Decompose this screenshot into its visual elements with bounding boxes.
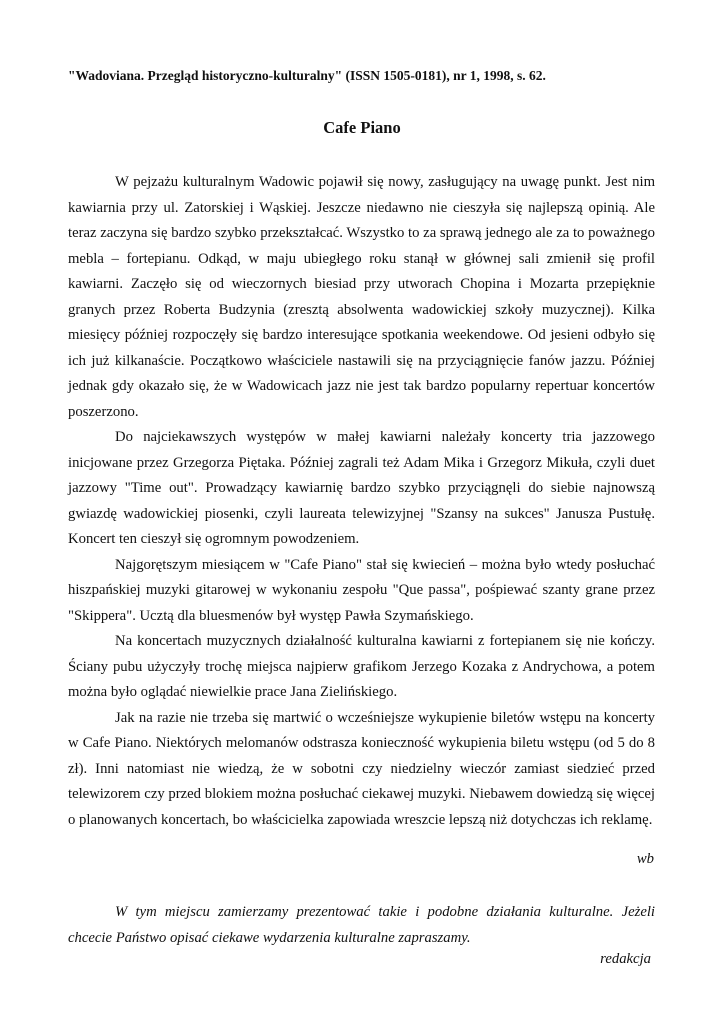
article-paragraph: Najgorętszym miesiącem w "Cafe Piano" stał się kwiecień – można było wtedy posłuchać hiszpańskiej muzyki gitarowej w wykonaniu zespołu "Que passa", pośpiewać szanty grane przez "Skippera". Ucztą dla bluesmenów był występ Pawła Szymańskiego. xyxy=(68,556,655,624)
article-paragraph: Na koncertach muzycznych działalność kulturalna kawiarni z fortepianem się nie kończy. Ściany pubu użyczyły trochę miejsca najpierw grafikom Jerzego Kozaka z Andrychowa, a potem można było oglądać niewielkie prace Jana Zielińskiego. xyxy=(68,633,655,700)
article-body xyxy=(68,170,655,833)
article-paragraph: W pejzażu kulturalnym Wadowic pojawił się nowy, zasługujący na uwagę punkt. Jest nim kawiarnia przy ul. Zatorskiej i Wąskiej. Jeszcze niedawno nie cieszyła się najlepszą opinią. Ale teraz zaczyna się bardzo szybko przekształcać. Wszystko to za sprawą jednego ale za to poważnego mebla – fortepianu. Odkąd, w maju ubiegłego roku stanął w głównej sali zmienił się profil kawiarni. Zaczęło się od wieczornych biesiad przy utworach Chopina i Mozarta przepięknie granych przez Roberta Budzynia (zresztą absolwenta wadowickiej szkoły muzycznej). Kilka miesięcy później rozpoczęły się bardzo interesujące spotkania weekendowe. Od jesieni odbyło się ich już kilkanaście. Początkowo właściciele nastawili się na przyciągnięcie fanów jazzu. Później jednak gdy okazało się, że w Wadowicach jazz nie jest tak bardzo popularny repertuar koncertów poszerzono. xyxy=(68,174,655,420)
editor-signature: redakcja xyxy=(600,951,651,967)
citation-header: "Wadoviana. Przegląd historyczno-kulturalny" (ISSN 1505-0181), nr 1, 1998, s. 62. xyxy=(68,68,546,83)
article-title: Cafe Piano xyxy=(323,118,401,137)
article-paragraph: Jak na razie nie trzeba się martwić o wcześniejsze wykupienie biletów wstępu na koncerty w Cafe Piano. Niektórych melomanów odstrasza konieczność wykupienia biletu wstępu (od 5 do 8 zł). Inni natomiast nie wiedzą, że w sobotni czy niedzielny wieczór zamiast siedzieć przed telewizorem czy przed blokiem można posłuchać ciekawej muzyki. Niebawem dowiedzą się więcej o planowanych koncertach, bo właścicielka zapowiada wreszcie lepszą niż dotychczas ich reklamę. xyxy=(68,709,655,828)
editorial-note: W tym miejscu zamierzamy prezentować takie i podobne działania kulturalne. Jeżeli chcecie Państwo opisać ciekawe wydarzenia kulturalne zapraszamy. xyxy=(68,904,655,946)
author-signature: wb xyxy=(636,851,654,867)
article-paragraph: Do najciekawszych występów w małej kawiarni należały koncerty tria jazzowego inicjowane przez Grzegorza Piętaka. Później zagrali też Adam Mika i Grzegorz Mikuła, czyli duet jazzowy "Time out". Prowadzący kawiarnię bardzo szybko przyciągnęli do siebie najnowszą gwiazdę wadowickiej piosenki, czyli laureata telewizyjnej "Szansy na sukces" Janusza Pustułę. Koncert ten cieszył się ogromnym powodzeniem. xyxy=(68,429,655,547)
